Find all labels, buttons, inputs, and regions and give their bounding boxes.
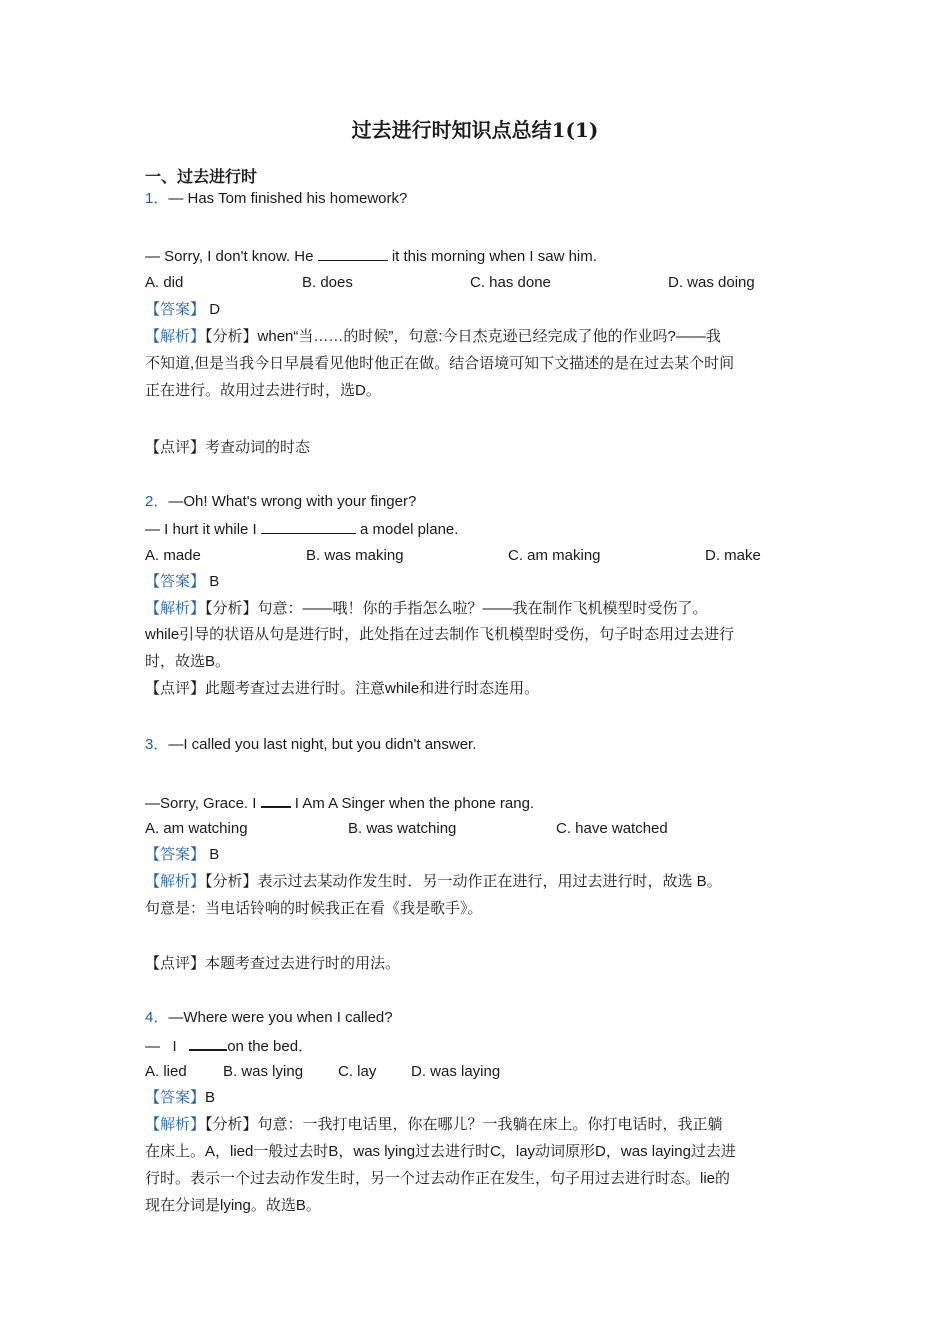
question-4-analysis-line: 在床上。A，lied一般过去时B，was lying过去进行时C，lay动词原形D，was laying过去进 xyxy=(145,1143,736,1160)
question-2-comment: 【点评】此题考查过去进行时。注意while和进行时态连用。 xyxy=(145,680,540,697)
section-heading: 一、过去进行时 xyxy=(145,169,258,186)
question-number: 2． xyxy=(145,493,169,510)
question-2-analysis: 【解析】【分析】句意：——哦！你的手指怎么啦？——我在制作飞机模型时受伤了。 xyxy=(145,600,708,617)
answer-blank xyxy=(318,246,388,261)
answer-blank xyxy=(189,1035,227,1051)
option-c: C. has done xyxy=(470,274,551,291)
question-4-analysis-line: 行时。表示一个过去动作发生时，另一个过去动作正在发生，句子用过去进行时态。lie的 xyxy=(145,1170,731,1187)
question-4-options xyxy=(145,1062,845,1082)
option-a: A. did xyxy=(145,274,184,291)
option-b: B. was watching xyxy=(348,820,457,837)
answer-blank xyxy=(261,519,356,534)
option-b: B. was lying xyxy=(223,1063,304,1080)
option-a: A. am watching xyxy=(145,820,248,837)
question-4-analysis-line: 现在分词是lying。故选B。 xyxy=(145,1197,321,1214)
question-1-answer: 【答案】 D xyxy=(145,301,221,318)
option-c: C. have watched xyxy=(556,820,668,837)
question-3-analysis-line: 句意是：当电话铃响的时候我正在看《我是歌手》。 xyxy=(145,900,483,917)
question-2-analysis-line: 时，故选B。 xyxy=(145,653,231,670)
question-3-options xyxy=(145,819,845,839)
question-3-answer: 【答案】 B xyxy=(145,846,220,863)
option-c: C. lay xyxy=(338,1063,377,1080)
question-3-sentence: —Sorry, Grace. I I Am A Singer when the phone rang. xyxy=(145,792,534,814)
question-3-prompt: 3．—I called you last night, but you didn't answer. xyxy=(145,736,477,753)
option-c: C. am making xyxy=(508,547,601,564)
question-1-comment: 【点评】考查动词的时态 xyxy=(145,439,311,456)
question-1-prompt: 1．— Has Tom finished his homework? xyxy=(145,190,408,207)
question-1-options xyxy=(145,273,845,293)
option-d: D. was doing xyxy=(668,274,755,291)
option-a: A. lied xyxy=(145,1063,187,1080)
question-2-sentence: — I hurt it while I a model plane. xyxy=(145,521,459,538)
page-title: 过去进行时知识点总结1(1) xyxy=(351,118,599,142)
question-4-analysis: 【解析】【分析】句意：一我打电话里，你在哪儿？一我躺在床上。你打电话时，我正躺 xyxy=(145,1116,723,1133)
question-4-answer: 【答案】B xyxy=(145,1089,216,1106)
question-4-sentence: — I on the bed． xyxy=(145,1035,313,1057)
option-a: A. made xyxy=(145,547,201,564)
question-2-analysis-line: while引导的状语从句是进行时，此处指在过去制作飞机模型时受伤，句子时态用过去进行 xyxy=(145,626,735,643)
question-2-options xyxy=(145,546,845,566)
question-1-analysis-line: 不知道,但是当我今日早晨看见他时他正在做。结合语境可知下文描述的是在过去某个时间 xyxy=(145,355,735,372)
option-b: B. was making xyxy=(306,547,404,564)
question-1-analysis-line: 正在进行。故用过去进行时，选D。 xyxy=(145,382,381,399)
option-d: D. was laying xyxy=(411,1063,501,1080)
question-4-prompt: 4．—Where were you when I called? xyxy=(145,1009,393,1026)
option-b: B. does xyxy=(302,274,353,291)
option-d: D. make xyxy=(705,547,761,564)
question-1-sentence: — Sorry, I don't know. He it this morning when I saw him. xyxy=(145,248,597,265)
question-3-analysis: 【解析】【分析】表示过去某动作发生时．另一动作正在进行，用过去进行时，故选 B。 xyxy=(145,873,722,890)
answer-blank xyxy=(261,792,291,808)
question-number: 4． xyxy=(145,1009,169,1026)
question-1-analysis: 【解析】【分析】when“当……的时候”，句意:今日杰克逊已经完成了他的作业吗?——我 xyxy=(145,328,721,345)
question-2-answer: 【答案】 B xyxy=(145,573,220,590)
question-number: 1． xyxy=(145,190,169,207)
question-number: 3． xyxy=(145,736,169,753)
question-3-comment: 【点评】本题考查过去进行时的用法。 xyxy=(145,955,401,972)
question-2-prompt: 2．—Oh! What's wrong with your finger? xyxy=(145,493,417,510)
